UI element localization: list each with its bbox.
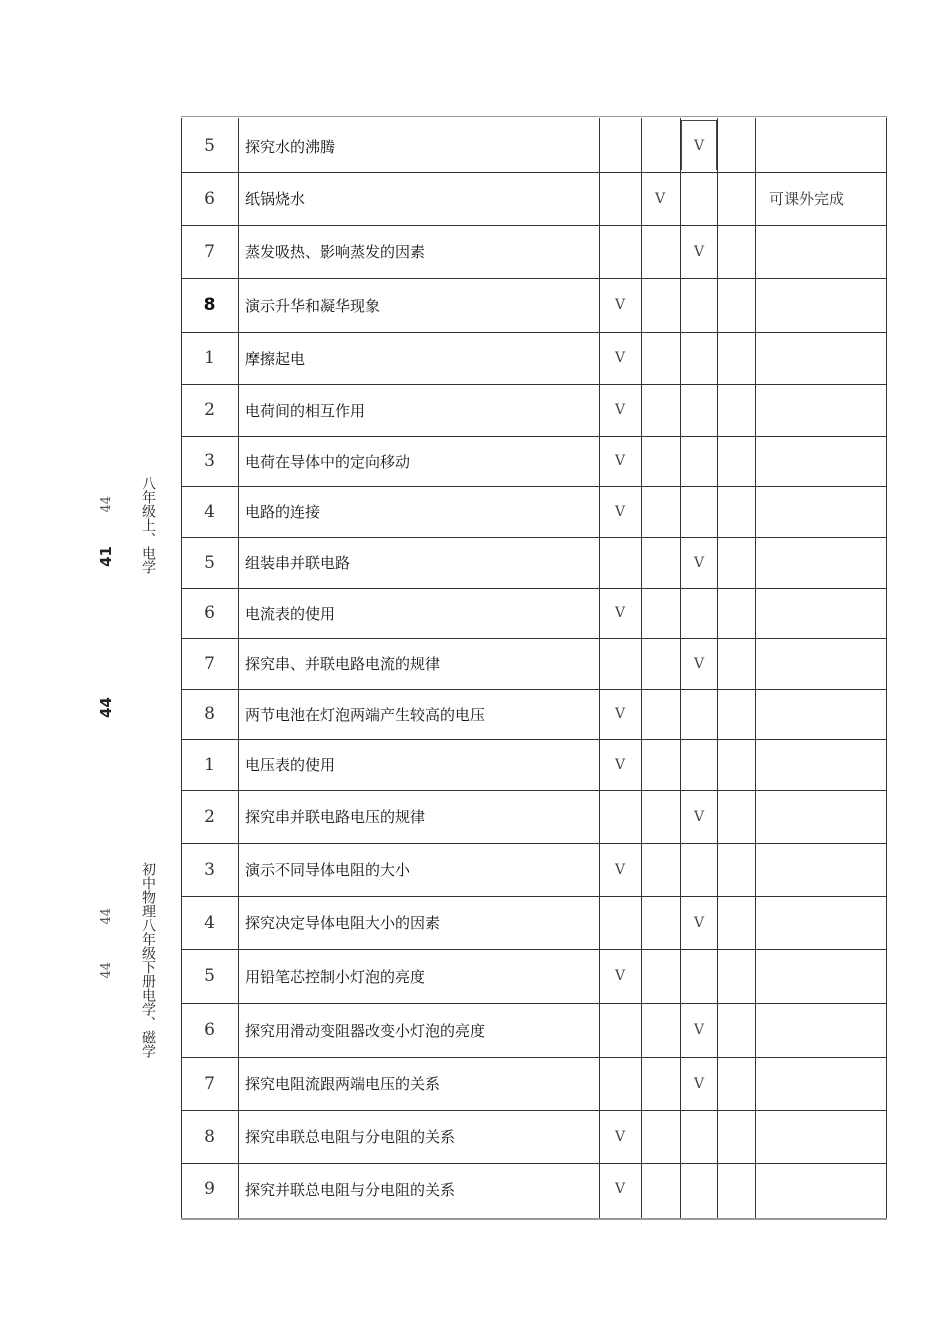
experiment-name: 探究电阻流跟两端电压的关系 xyxy=(245,1075,441,1093)
table-row xyxy=(181,1057,887,1110)
mark-column-1: V xyxy=(614,706,626,722)
table-row xyxy=(181,436,887,486)
mark-column-2: V xyxy=(654,190,666,207)
table-row xyxy=(181,1003,887,1057)
mark-column-2 xyxy=(640,1110,680,1163)
mark-column-1: V xyxy=(614,503,626,520)
row-number: 3 xyxy=(204,859,215,880)
experiment-name: 摩擦起电 xyxy=(245,349,306,368)
row-number: 8 xyxy=(203,295,216,315)
row-note xyxy=(769,537,869,588)
row-number: 9 xyxy=(204,1179,215,1199)
mark-column-3 xyxy=(679,436,719,486)
row-divider xyxy=(181,1163,887,1164)
mark-column-3 xyxy=(679,172,719,225)
row-divider xyxy=(181,790,887,791)
mark-column-1: V xyxy=(614,756,626,773)
experiment-name: 探究串联总电阻与分电阻的关系 xyxy=(245,1128,456,1146)
row-note xyxy=(769,949,869,1003)
row-note xyxy=(769,790,869,843)
mark-column-4 xyxy=(718,896,758,949)
table-row xyxy=(181,790,887,843)
mark-column-2 xyxy=(640,384,680,436)
row-note xyxy=(769,1163,869,1215)
table-row xyxy=(181,537,887,588)
mark-column-1 xyxy=(600,537,640,588)
row-divider xyxy=(181,486,887,487)
experiment-name: 探究串、并联电路电流的规律 xyxy=(245,655,441,673)
mark-column-1: V xyxy=(614,1181,626,1197)
row-note xyxy=(769,225,869,278)
mark-column-4 xyxy=(718,537,758,588)
mark-column-3 xyxy=(679,332,719,384)
mark-column-4 xyxy=(718,843,758,896)
row-note xyxy=(769,120,869,172)
mark-column-4 xyxy=(718,384,758,436)
table-row xyxy=(181,588,887,638)
table-row xyxy=(181,384,887,436)
mark-column-3 xyxy=(679,384,719,436)
row-number: 5 xyxy=(204,136,215,156)
row-note xyxy=(769,638,869,689)
mark-column-4 xyxy=(718,436,758,486)
row-number: 7 xyxy=(204,1073,215,1094)
row-number: 1 xyxy=(204,754,215,775)
row-number: 8 xyxy=(204,1126,215,1147)
mark-column-2 xyxy=(640,537,680,588)
mark-column-1: V xyxy=(614,1128,626,1145)
mark-column-4 xyxy=(718,172,758,225)
row-note xyxy=(769,436,869,486)
mark-column-3 xyxy=(679,689,719,739)
mark-column-1: V xyxy=(614,297,626,313)
row-number: 5 xyxy=(204,552,215,573)
row-note: 可课外完成 xyxy=(769,190,845,208)
experiment-name: 电流表的使用 xyxy=(245,604,336,623)
mark-column-4 xyxy=(718,1110,758,1163)
mark-column-2 xyxy=(640,689,680,739)
row-number: 7 xyxy=(204,653,215,674)
table-row xyxy=(181,225,887,278)
mark-column-1: V xyxy=(614,605,626,621)
mark-column-2 xyxy=(640,332,680,384)
mark-column-3 xyxy=(679,949,719,1003)
table-row xyxy=(181,843,887,896)
mark-column-1: V xyxy=(614,350,626,366)
mark-column-1 xyxy=(600,896,640,949)
mark-column-1: V xyxy=(614,402,626,418)
row-divider xyxy=(181,588,887,589)
row-number: 6 xyxy=(204,1020,215,1040)
mark-column-4 xyxy=(718,278,758,332)
mark-column-2 xyxy=(640,843,680,896)
mark-column-3: V xyxy=(693,1075,705,1092)
mark-column-3 xyxy=(679,278,719,332)
row-number: 4 xyxy=(204,912,215,933)
mark-column-1 xyxy=(600,1057,640,1110)
experiment-name: 纸锅烧水 xyxy=(245,190,306,208)
row-note xyxy=(769,739,869,790)
mark-column-2 xyxy=(640,949,680,1003)
row-note xyxy=(769,278,869,332)
experiment-name: 两节电池在灯泡两端产生较高的电压 xyxy=(245,705,486,724)
mark-column-2 xyxy=(640,1163,680,1215)
row-note xyxy=(769,384,869,436)
mark-column-1 xyxy=(600,120,640,172)
table-row xyxy=(181,120,887,172)
row-divider xyxy=(181,689,887,690)
section-label-upper: 八年级上、电学 xyxy=(140,476,156,574)
row-divider xyxy=(181,537,887,538)
margin-mark: 44 xyxy=(99,908,114,925)
mark-column-3: V xyxy=(693,655,705,672)
margin-mark: 44 xyxy=(99,962,114,979)
mark-column-2 xyxy=(640,278,680,332)
table-row xyxy=(181,172,887,225)
experiment-name: 电压表的使用 xyxy=(245,756,336,774)
row-divider xyxy=(181,1003,887,1004)
row-divider xyxy=(181,843,887,844)
row-note xyxy=(769,486,869,537)
experiment-name: 电荷间的相互作用 xyxy=(245,401,366,420)
mark-column-4 xyxy=(718,588,758,638)
row-number: 6 xyxy=(204,188,215,209)
experiment-name: 探究决定导体电阻大小的因素 xyxy=(245,914,441,932)
row-number: 1 xyxy=(204,348,215,368)
mark-column-3: V xyxy=(693,554,705,571)
mark-column-1 xyxy=(600,1003,640,1057)
mark-column-4 xyxy=(718,790,758,843)
row-number: 3 xyxy=(204,451,215,471)
mark-column-3 xyxy=(679,1110,719,1163)
row-divider xyxy=(181,384,887,385)
mark-column-4 xyxy=(718,1057,758,1110)
margin-mark: 44 xyxy=(99,496,114,513)
experiment-name: 探究串并联电路电压的规律 xyxy=(245,808,426,826)
row-note xyxy=(769,896,869,949)
row-number: 8 xyxy=(204,704,215,724)
row-number: 7 xyxy=(204,241,215,262)
row-note xyxy=(769,1057,869,1110)
mark-column-2 xyxy=(640,638,680,689)
mark-column-4 xyxy=(718,1163,758,1215)
mark-column-1: V xyxy=(614,453,626,469)
row-note xyxy=(769,1110,869,1163)
mark-column-4 xyxy=(718,486,758,537)
table-row xyxy=(181,739,887,790)
row-divider xyxy=(181,1110,887,1111)
experiment-name: 演示不同导体电阻的大小 xyxy=(245,861,411,879)
mark-column-2 xyxy=(640,896,680,949)
mark-column-4 xyxy=(718,332,758,384)
mark-column-1: V xyxy=(614,861,626,878)
mark-column-4 xyxy=(718,689,758,739)
row-number: 2 xyxy=(204,806,215,827)
table-row xyxy=(181,1163,887,1215)
mark-column-4 xyxy=(718,120,758,172)
mark-column-3 xyxy=(679,588,719,638)
margin-mark: 44 xyxy=(97,697,115,718)
mark-column-1: V xyxy=(614,968,626,984)
table-row xyxy=(181,1110,887,1163)
experiment-name: 电荷在导体中的定向移动 xyxy=(245,452,411,471)
mark-column-2 xyxy=(640,588,680,638)
row-note xyxy=(769,1003,869,1057)
row-divider xyxy=(181,896,887,897)
experiment-name: 探究水的沸腾 xyxy=(245,137,336,156)
row-number: 4 xyxy=(204,501,215,522)
mark-column-2 xyxy=(640,1057,680,1110)
experiment-name: 探究用滑动变阻器改变小灯泡的亮度 xyxy=(245,1021,486,1040)
experiment-name: 电路的连接 xyxy=(245,503,321,521)
mark-column-1 xyxy=(600,638,640,689)
row-number: 6 xyxy=(204,603,215,623)
row-divider xyxy=(181,436,887,437)
table-row xyxy=(181,638,887,689)
experiment-name: 用铅笔芯控制小灯泡的亮度 xyxy=(245,967,426,986)
mark-column-2 xyxy=(640,739,680,790)
experiment-name: 蒸发吸热、影响蒸发的因素 xyxy=(245,243,426,261)
row-note xyxy=(769,843,869,896)
row-divider xyxy=(181,172,887,173)
mark-column-2 xyxy=(640,120,680,172)
mark-column-2 xyxy=(640,486,680,537)
mark-column-1 xyxy=(600,790,640,843)
row-number: 2 xyxy=(204,400,215,420)
row-note xyxy=(769,332,869,384)
mark-column-3: V xyxy=(693,914,705,931)
experiment-name: 演示升华和凝华现象 xyxy=(245,296,381,315)
row-note xyxy=(769,689,869,739)
mark-column-2 xyxy=(640,1003,680,1057)
mark-column-4 xyxy=(718,1003,758,1057)
mark-column-3 xyxy=(679,843,719,896)
mark-column-4 xyxy=(718,225,758,278)
row-divider xyxy=(181,332,887,333)
mark-column-4 xyxy=(718,739,758,790)
table-row xyxy=(181,689,887,739)
table-row xyxy=(181,278,887,332)
row-divider xyxy=(181,278,887,279)
row-number: 5 xyxy=(204,966,215,986)
row-note xyxy=(769,588,869,638)
row-divider xyxy=(181,739,887,740)
row-divider xyxy=(181,638,887,639)
table-row xyxy=(181,332,887,384)
mark-column-3 xyxy=(679,739,719,790)
table-row xyxy=(181,949,887,1003)
experiment-name: 探究并联总电阻与分电阻的关系 xyxy=(245,1180,456,1199)
mark-column-2 xyxy=(640,790,680,843)
section-label-lower: 初中物理八年级下册电学、磁学 xyxy=(140,862,156,1058)
mark-column-3 xyxy=(679,1163,719,1215)
mark-column-2 xyxy=(640,225,680,278)
mark-column-2 xyxy=(640,436,680,486)
mark-column-3 xyxy=(679,486,719,537)
table-row xyxy=(181,896,887,949)
experiment-name: 组装串并联电路 xyxy=(245,554,351,572)
table-row xyxy=(181,486,887,537)
mark-column-1 xyxy=(600,172,640,225)
row-divider xyxy=(181,949,887,950)
row-divider xyxy=(181,1057,887,1058)
row-divider xyxy=(181,225,887,226)
mark-column-4 xyxy=(718,638,758,689)
mark-column-3: V xyxy=(693,138,705,154)
mark-column-3: V xyxy=(693,243,705,260)
mark-column-3: V xyxy=(693,808,705,825)
mark-column-1 xyxy=(600,225,640,278)
margin-mark: 41 xyxy=(97,546,115,567)
mark-column-3: V xyxy=(693,1022,705,1038)
mark-column-4 xyxy=(718,949,758,1003)
